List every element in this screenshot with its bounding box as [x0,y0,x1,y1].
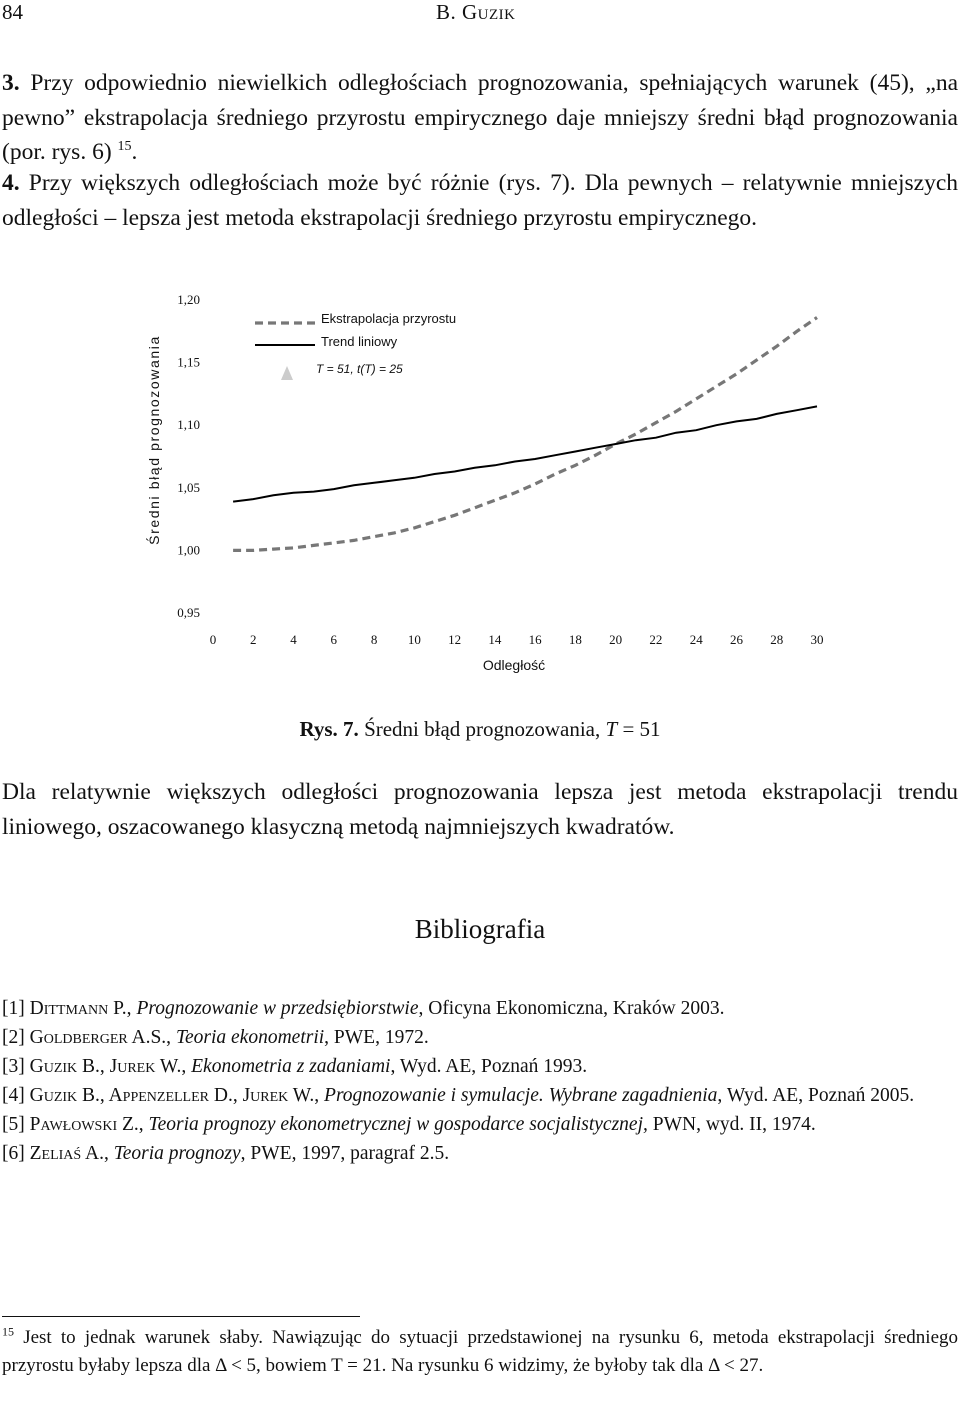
entry-title: Ekonometria z zadaniami [191,1056,391,1077]
paragraph-point-3 [2,66,958,170]
x-tick-label: 4 [290,632,297,647]
x-tick-label: 18 [568,632,582,647]
paragraph-point-4 [2,166,958,235]
legend-note: T = 51, t(T) = 25 [316,362,403,376]
point-number: 3. [2,70,20,96]
entry-title: Prognozowanie i symulacje. Wybrane zagadnienia [324,1085,718,1106]
x-tick-label: 6 [330,632,338,647]
bibliography-title: Bibliografia [414,914,546,944]
entry-authors: Guzik B., Jurek W., [29,1056,187,1077]
y-tick-label: 1,15 [177,354,200,370]
entry-authors: Zeliaś A., [29,1143,109,1164]
x-tick-label: 2 [250,632,257,647]
entry-number: [1] [2,998,25,1019]
entry-publisher: PWN, wyd. II, 1974. [647,1114,816,1135]
bibliography-entry [2,1052,958,1081]
entry-number: [3] [2,1056,25,1077]
x-tick-label: 30 [810,632,824,647]
entry-publisher: , Wyd. AE, Poznań 1993. [390,1056,588,1077]
point-number: 4. [2,170,20,196]
paragraph-text: Przy odpowiednio niewielkich odległościach prognozowania, spełniających warunek (45), „na pewno” ekstrapolacja średniego przyrostu empirycznego daje mniejszy średni błąd prognozowania (por. rys. 6) [2,70,958,165]
entry-title: Prognozowanie w przedsiębiorstwie [136,998,419,1019]
legend-label-extrapolation: Ekstrapolacja przyrostu [321,311,457,326]
paragraph-text: Dla relatywnie większych odległości prognozowania lepsza jest metoda ekstrapolacji trendu liniowego, oszacowanego klasyczną metodą najmniejszych kwadratów. [2,779,958,840]
entry-title: Teoria ekonometrii [175,1027,325,1048]
x-tick-label: 22 [649,632,663,647]
figure-caption [0,717,960,742]
y-tick-label: 1,00 [177,542,200,558]
x-tick-label: 14 [488,632,502,647]
entry-authors: Guzik B., Appenzeller D., Jurek W., [29,1085,320,1106]
x-tick-label: 12 [448,632,462,647]
caption-label: Rys. 7. [299,717,359,741]
x-tick-label: 10 [407,632,421,647]
x-tick-label: 26 [729,632,743,647]
bibliography-entry [2,1110,958,1139]
entry-title: Teoria prognozy ekonometrycznej w gospodarce socjalistycznej, [148,1114,648,1135]
footnote-rule [2,1316,360,1317]
legend-label-trend: Trend liniowy [321,334,398,349]
caption-eq: = 51 [622,717,661,741]
bibliography-entry [2,1023,958,1052]
entry-number: [6] [2,1143,25,1164]
x-tick-label: 0 [209,632,217,647]
paragraph-text: Przy większych odległościach może być różnie (rys. 7). Dla pewnych – relatywnie mniejszych odległości – lepsza jest metoda ekstrapolacji średniego przyrostu empirycznego. [2,170,958,231]
entry-title: Teoria prognozy [113,1143,241,1164]
paragraph-conclusion [2,775,958,844]
entry-authors: Goldberger A.S., [29,1027,172,1048]
bibliography-list [2,994,958,1168]
footnote [2,1324,958,1380]
error-chart [0,280,960,700]
y-tick-label: 1,05 [177,479,200,495]
bibliography-entry [2,1139,958,1168]
entry-number: [5] [2,1114,25,1135]
footnote-text: Jest to jednak warunek słaby. Nawiązując do sytuacji przedstawionej na rysunku 6, metoda ekstrapolacji średniego przyrostu byłaby lepsza dla Δ < 5, bowiem T = 21. Na rysunku 6 widzimy, że byłoby tak dla Δ < 27. [2,1327,959,1376]
y-axis-title: Średni błąd prognozowania [146,335,162,545]
entry-number: [2] [2,1027,25,1048]
entry-publisher: , PWE, 1997, paragraf 2.5. [240,1143,450,1164]
series-line-extrapolation [233,318,817,551]
footnote-number: 15 [2,1324,14,1339]
x-tick-label: 16 [528,632,542,647]
x-tick-label: 8 [370,632,378,647]
entry-publisher: , Oficyna Ekonomiczna, Kraków 2003. [418,998,725,1019]
entry-authors: Dittmann P., [29,998,132,1019]
footnote-ref[interactable]: 15 [117,139,132,155]
entry-publisher: , Wyd. AE, Poznań 2005. [717,1085,915,1106]
legend-marker-triangle [281,366,293,380]
x-tick-label: 28 [770,632,784,647]
caption-var: T [605,717,618,741]
sentence-end: . [131,139,138,165]
bibliography-entry [2,1081,958,1110]
entry-publisher: , PWE, 1972. [324,1027,429,1048]
caption-text: Średni błąd prognozowania, [364,717,601,741]
entry-number: [4] [2,1085,25,1106]
y-tick-label: 0,95 [177,605,200,620]
bibliography-entry [2,994,958,1023]
x-tick-label: 24 [689,632,703,647]
y-tick-label: 1,10 [177,417,200,433]
entry-authors: Pawłowski Z., [29,1114,144,1135]
x-axis-title: Odległość [482,657,546,673]
running-head: B. Guzik [436,0,516,24]
page-number: 84 [2,0,23,24]
y-tick-label: 1,20 [177,292,200,307]
x-tick-label: 20 [609,632,623,647]
